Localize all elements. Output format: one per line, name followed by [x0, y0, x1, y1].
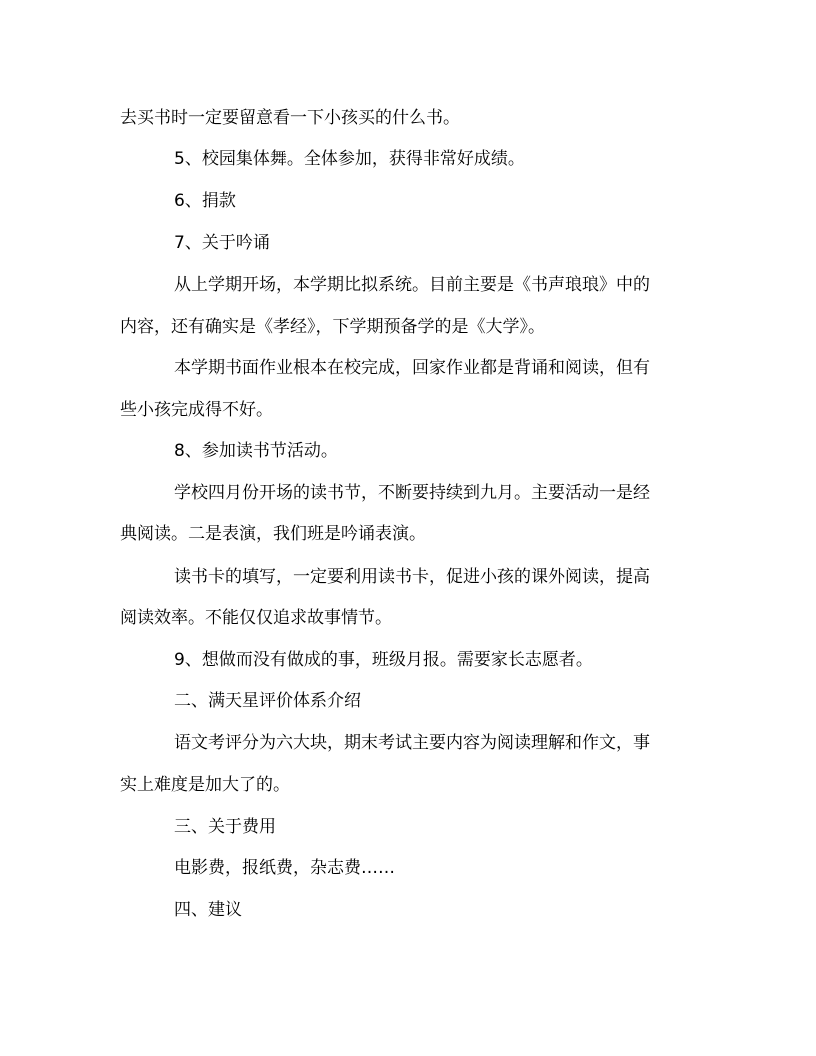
text-line: 些小孩完成得不好。	[120, 400, 273, 420]
section-heading: 二、满天星评价体系介绍	[174, 691, 361, 711]
text-line: 8、参加读书节活动。	[174, 441, 338, 461]
text-line: 电影费，报纸费，杂志费……	[174, 858, 395, 878]
text-line: 阅读效率。不能仅仅追求故事情节。	[120, 608, 392, 628]
text-line: 学校四月份开场的读书节，不断要持续到九月。主要活动一是经	[174, 483, 650, 503]
text-line: 9、想做而没有做成的事，班级月报。需要家长志愿者。	[174, 650, 593, 670]
text-line: 去买书时一定要留意看一下小孩买的什么书。	[120, 108, 460, 128]
text-line: 7、关于吟诵	[174, 233, 270, 253]
text-line: 内容，还有确实是《孝经》，下学期预备学的是《大学》。	[120, 317, 545, 337]
section-heading: 三、关于费用	[174, 817, 276, 837]
section-heading: 四、建议	[174, 900, 242, 920]
text-line: 从上学期开场，本学期比拟系统。目前主要是《书声琅琅》中的	[174, 275, 650, 295]
text-line: 典阅读。二是表演，我们班是吟诵表演。	[120, 524, 426, 544]
text-line: 5、校园集体舞。全体参加，获得非常好成绩。	[174, 149, 525, 169]
text-line: 实上难度是加大了的。	[120, 775, 290, 795]
text-line: 语文考评分为六大块，期末考试主要内容为阅读理解和作文，事	[174, 733, 650, 753]
text-line: 6、捐款	[174, 191, 236, 211]
text-line: 读书卡的填写，一定要利用读书卡，促进小孩的课外阅读，提高	[174, 567, 650, 587]
text-line: 本学期书面作业根本在校完成，回家作业都是背诵和阅读，但有	[174, 358, 650, 378]
